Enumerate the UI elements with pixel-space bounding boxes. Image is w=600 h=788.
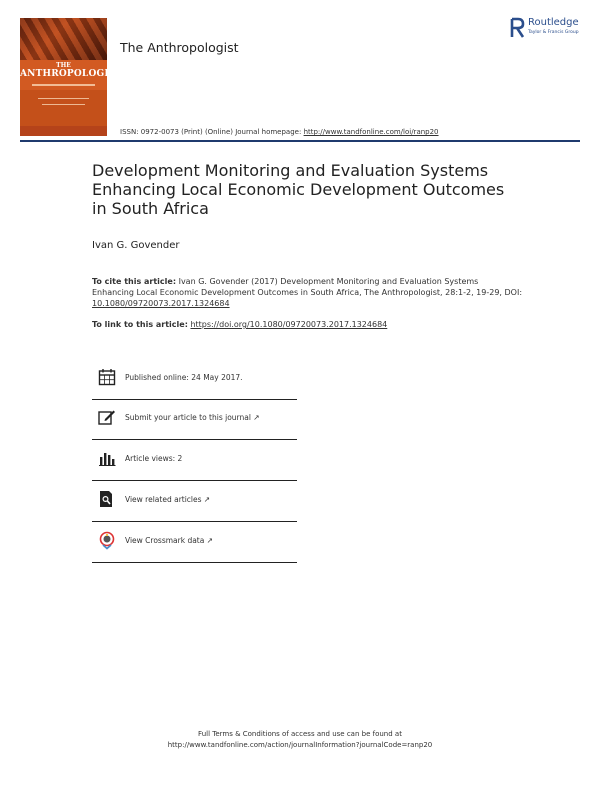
issn-line xyxy=(120,128,439,136)
divider xyxy=(92,439,297,440)
issn-text: ISSN: 0972-0073 (Print) (Online) Journal homepage: xyxy=(120,128,302,136)
cover-the: THE xyxy=(56,62,71,69)
calendar-icon xyxy=(98,368,116,386)
related-articles-link[interactable]: View related articles ↗ xyxy=(125,495,211,504)
divider xyxy=(92,521,297,522)
citation-label: To cite this article: xyxy=(92,277,177,286)
citation-doi-link[interactable]: 10.1080/09720073.2017.1324684 xyxy=(92,299,230,308)
article-link xyxy=(92,320,387,329)
cover-bottom xyxy=(20,126,107,136)
cover-line xyxy=(38,98,89,99)
article-author: Ivan G. Govender xyxy=(92,240,180,251)
article-link-label: To link to this article: xyxy=(92,320,188,329)
crossmark-link[interactable]: View Crossmark data ↗ xyxy=(125,536,214,545)
info-row-related[interactable] xyxy=(92,482,297,522)
journal-homepage-link[interactable]: http://www.tandfonline.com/loi/ranp20 xyxy=(303,128,439,136)
cover-artwork xyxy=(20,18,107,60)
citation-text: Ivan G. Govender (2017) Development Monitoring and Evaluation Systems Enhancing Local Economic Development Outcomes in South Africa, The Anthropologist, 28:1-2, 19-29, DOI: xyxy=(92,277,523,297)
footer-url[interactable]: http://www.tandfonline.com/action/journalInformation?journalCode=ranp20 xyxy=(167,741,433,749)
journal-title: The Anthropologist xyxy=(120,40,239,55)
info-row-submit[interactable] xyxy=(92,400,297,440)
info-row-crossmark[interactable] xyxy=(92,523,297,563)
article-title: Development Monitoring and Evaluation Systems Enhancing Local Economic Development Outcomes in South Africa xyxy=(92,161,505,218)
external-link-icon: ↗ xyxy=(206,536,214,545)
footer-terms: Full Terms & Conditions of access and use can be found at xyxy=(198,730,402,738)
external-link-icon: ↗ xyxy=(253,413,260,422)
cover-line xyxy=(42,104,85,105)
info-row-views xyxy=(92,441,297,481)
info-row-published xyxy=(92,360,297,400)
citation xyxy=(92,276,522,309)
published-date: Published online: 24 May 2017. xyxy=(125,373,243,382)
cover-line xyxy=(32,84,95,86)
search-document-icon xyxy=(98,490,116,508)
external-link-icon: ↗ xyxy=(203,495,211,504)
journal-cover xyxy=(20,18,123,136)
edit-icon xyxy=(98,408,116,426)
cover-name: ANTHROPOLOGIST xyxy=(20,69,123,79)
publisher-sub: Taylor & Francis Group xyxy=(528,30,579,35)
publisher-name: Routledge xyxy=(528,17,579,28)
routledge-logo-icon xyxy=(509,17,525,39)
crossmark-icon xyxy=(98,531,116,549)
footer xyxy=(0,729,600,751)
header-rule xyxy=(20,140,580,142)
divider xyxy=(92,562,297,563)
submit-article-link[interactable]: Submit your article to this journal ↗ xyxy=(125,413,260,422)
article-url-link[interactable]: https://doi.org/10.1080/09720073.2017.1324684 xyxy=(190,320,388,329)
divider xyxy=(92,480,297,481)
bar-chart-icon xyxy=(98,449,116,467)
article-views: Article views: 2 xyxy=(125,454,183,463)
